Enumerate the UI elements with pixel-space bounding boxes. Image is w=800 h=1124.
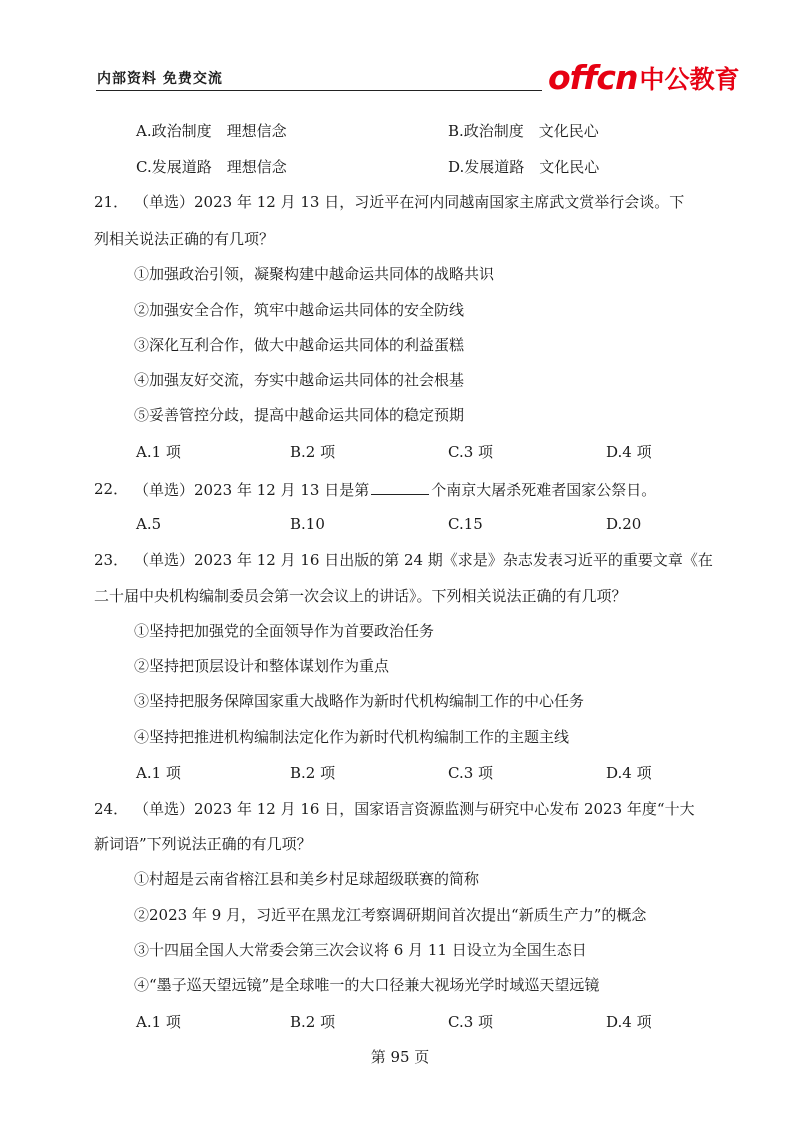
q23-item: ③坚持把服务保障国家重大战略作为新时代机构编制工作的中心任务 [134, 692, 585, 710]
q23-option-b: B.2 项 [290, 764, 336, 782]
q22-option-a: A.5 [136, 515, 162, 533]
q24-item: ④“墨子巡天望远镜”是全球唯一的大口径兼大视场光学时域巡天望远镜 [134, 976, 600, 994]
q24-item: ③十四届全国人大常委会第三次会议将 6 月 11 日设立为全国生态日 [134, 941, 587, 959]
q24-item: ②2023 年 9 月，习近平在黑龙江考察调研期间首次提出“新质生产力”的概念 [134, 906, 647, 924]
q23-item: ①坚持把加强党的全面领导作为首要政治任务 [134, 622, 435, 640]
q24-option-d: D.4 项 [606, 1013, 652, 1031]
q23-stem-line2: 二十届中央机构编制委员会第一次会议上的讲话》。下列相关说法正确的有几项？ [94, 587, 627, 605]
logo-cn-text: 中公教育 [639, 65, 740, 94]
logo-en-text: offcn [548, 58, 638, 97]
q23-option-c: C.3 项 [448, 764, 494, 782]
q22-option-b: B.10 [290, 515, 325, 533]
q24-option-b: B.2 项 [290, 1013, 336, 1031]
q21-item: ⑤妥善管控分歧，提高中越命运共同体的稳定预期 [134, 406, 465, 424]
offcn-logo [548, 56, 740, 97]
q24-stem-line1: （单选）2023 年 12 月 16 日，国家语言资源监测与研究中心发布 2023 年度“十大 [134, 800, 695, 818]
header-caption: 内部资料 免费交流 [97, 71, 223, 87]
prev-option-a: A.政治制度 理想信念 [136, 122, 287, 140]
q23-stem-line1: （单选）2023 年 12 月 16 日出版的第 24 期《求是》杂志发表习近平的重要文章《在 [134, 551, 713, 569]
q23-item: ②坚持把顶层设计和整体谋划作为重点 [134, 657, 390, 675]
prev-option-b: B.政治制度 文化民心 [448, 122, 599, 140]
q24-item: ①村超是云南省榕江县和美乡村足球超级联赛的简称 [134, 870, 480, 888]
q21-option-b: B.2 项 [290, 443, 336, 461]
q22-stem [134, 479, 656, 500]
q23-number: 23． [94, 551, 129, 569]
q21-item: ①加强政治引领，凝聚构建中越命运共同体的战略共识 [134, 265, 495, 283]
prev-option-c: C.发展道路 理想信念 [136, 158, 287, 176]
prev-option-d: D.发展道路 文化民心 [448, 158, 600, 176]
q22-option-c: C.15 [448, 515, 483, 533]
q21-item: ④加强友好交流，夯实中越命运共同体的社会根基 [134, 371, 465, 389]
q24-option-a: A.1 项 [136, 1013, 181, 1031]
q22-stem-before: （单选）2023 年 12 月 13 日是第 [134, 481, 370, 499]
q21-option-c: C.3 项 [448, 443, 494, 461]
q21-item: ②加强安全合作，筑牢中越命运共同体的安全防线 [134, 301, 465, 319]
q23-option-a: A.1 项 [136, 764, 181, 782]
q24-stem-line2: 新词语”下列说法正确的有几项？ [94, 835, 312, 853]
q21-item: ③深化互利合作，做大中越命运共同体的利益蛋糕 [134, 336, 465, 354]
q21-option-d: D.4 项 [606, 443, 652, 461]
q21-stem-line2: 列相关说法正确的有几项？ [94, 230, 275, 248]
page-number: 第 95 页 [370, 1048, 430, 1066]
q21-option-a: A.1 项 [136, 443, 181, 461]
q23-item: ④坚持把推进机构编制法定化作为新时代机构编制工作的主题主线 [134, 728, 570, 746]
header-divider [96, 90, 542, 91]
q21-stem-line1: （单选）2023 年 12 月 13 日，习近平在河内同越南国家主席武文赏举行会谈。下 [134, 193, 685, 211]
q22-stem-after: 个南京大屠杀死难者国家公祭日。 [431, 481, 657, 499]
fill-in-blank [371, 479, 429, 495]
q24-option-c: C.3 项 [448, 1013, 494, 1031]
q22-option-d: D.20 [606, 515, 642, 533]
q23-option-d: D.4 项 [606, 764, 652, 782]
q22-number: 22． [94, 480, 129, 498]
q24-number: 24． [94, 800, 129, 818]
q21-number: 21． [94, 193, 129, 211]
